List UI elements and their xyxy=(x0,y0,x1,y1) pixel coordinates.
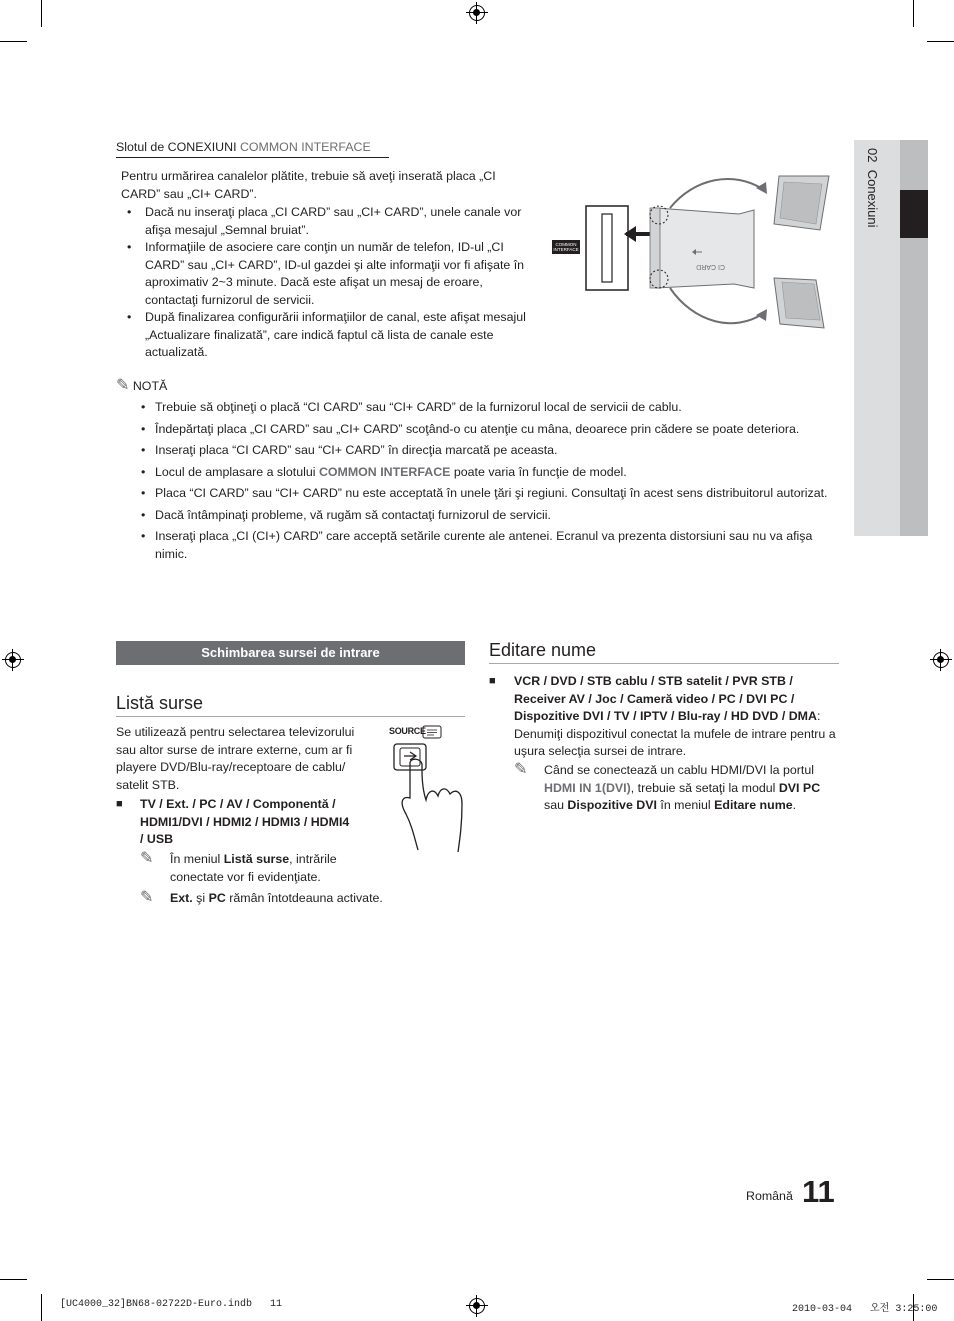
ci-intro: Pentru urmărirea canalelor plătite, trebuie să aveţi inserată placa „CI CARD” sau „CI+ CARD”. xyxy=(121,169,496,201)
crop-mark xyxy=(927,41,954,42)
square-bullet-icon: ■ xyxy=(489,675,496,687)
lista-surse-item: ■ TV / Ext. / PC / AV / Componentă / HDMI1/DVI / HDMI2 / HDMI3 / HDMI4 / USB xyxy=(116,797,350,846)
square-bullet-icon: ■ xyxy=(116,798,123,810)
section-rule xyxy=(116,716,465,717)
lista-surse-text: Se utilizează pentru selectarea televizorului sau altor surse de intrare externe, cum ar fi playere DVD/Blu-ray/receptoare de cablu/ satelit STB. xyxy=(116,725,355,792)
list-item: • Inseraţi placa “CI CARD” sau “CI+ CARD” în direcţia marcată pe aceasta. xyxy=(139,442,829,460)
list-item: • Inseraţi placa „CI (CI+) CARD” care acceptă setările curente ale antenei. Ecranul va prezenta distorsiuni sau nu va afişa nimic. xyxy=(139,528,829,563)
list-item: • După finalizarea configurării informaţiilor de canal, este afişat mesajul „Actualizare finalizată”, care indică faptul că lista de canale este actualizată. xyxy=(121,309,526,362)
lista-note-1: ✎ În meniul Listă surse, intrările conectate vor fi evidenţiate. xyxy=(140,850,337,884)
registration-mark-icon xyxy=(5,652,21,668)
hand-pressing-source-icon xyxy=(386,724,466,856)
crop-mark xyxy=(0,41,27,42)
registration-mark-icon xyxy=(469,1298,485,1314)
source-button-label: SOURCE xyxy=(389,726,426,736)
pencil-icon: ✎ xyxy=(140,889,154,906)
chapter-tab-band xyxy=(900,238,928,536)
lista-surse-title: Listă surse xyxy=(116,693,204,713)
print-date-slug: 2010-03-04 오전 3:25:00 xyxy=(792,1304,938,1315)
note-heading: ✎ NOTĂ xyxy=(116,377,168,394)
chapter-label xyxy=(865,148,880,228)
list-item: • Placa “CI CARD” sau “CI+ CARD” nu este acceptată în unele ţări şi regiuni. Consultaţi în acest sens distribuitorul autorizat. xyxy=(139,485,829,503)
crop-mark xyxy=(913,0,914,27)
chapter-title: Conexiuni xyxy=(865,169,880,228)
ci-card-diagram xyxy=(584,168,844,338)
chapter-tab-band xyxy=(900,140,928,190)
editare-nume-title: Editare nume xyxy=(489,640,597,660)
print-file-slug: [UC4000_32]BN68-02722D-Euro.indb 11 xyxy=(60,1299,283,1310)
pencil-icon: ✎ xyxy=(514,761,528,778)
list-item: • Trebuie să obţineţi o placă “CI CARD” sau “CI+ CARD” de la furnizorul local de servicii de cablu. xyxy=(139,399,829,417)
list-item: • Îndepărtaţi placa „CI CARD” sau „CI+ CARD” scoţând-o cu atenţie cu mâna, deoarece prin cădere se poate deteriora. xyxy=(139,421,829,439)
crop-mark xyxy=(0,1279,27,1280)
lista-note-2: ✎ Ext. şi PC rămân întotdeauna activate. xyxy=(140,889,383,906)
editare-nume-note: ✎ Când se conectează un cablu HDMI/DVI la portul HDMI IN 1(DVI), trebuie să setaţi la modul DVI PC sau Dispozitive DVI în meniul Editare nume. xyxy=(514,761,821,812)
ci-heading-underline xyxy=(116,157,389,158)
chapter-tab-marker xyxy=(900,190,928,238)
common-interface-label: COMMON INTERFACE xyxy=(553,242,579,252)
crop-mark xyxy=(927,1279,954,1280)
list-item: • Locul de amplasare a slotului COMMON INTERFACE poate varia în funcţie de model. xyxy=(139,464,829,482)
footer-language: Română xyxy=(746,1189,793,1203)
list-item: • Dacă nu inseraţi placa „CI CARD” sau „CI+ CARD”, unele canale vor afişa mesajul „Semnal bruiat”. xyxy=(121,204,526,239)
section-rule xyxy=(489,663,839,664)
list-item: • Informaţiile de asociere care conţin un număr de telefon, ID-ul „CI CARD” sau „CI+ CARD”, ID-ul gazdei şi alte informaţii vor fi afişate în aproximativ 2~3 minute. Dacă este afişat un mesaj de eroare, contactaţi furnizorul de servicii. xyxy=(121,239,526,309)
registration-mark-icon xyxy=(469,5,485,21)
ci-heading: Slotul de CONEXIUNI COMMON INTERFACE xyxy=(116,140,371,154)
page-number: 11 xyxy=(802,1174,835,1209)
section-banner: Schimbarea sursei de intrare xyxy=(116,641,465,665)
list-item: • Dacă întâmpinaţi probleme, vă rugăm să contactaţi furnizorul de servicii. xyxy=(139,507,829,525)
editare-nume-item: ■ VCR / DVD / STB cablu / STB satelit / PVR STB / Receiver AV / Joc / Cameră video / PC / DVI PC / Dispozitive DVI / TV / IPTV / Blu-ray / HD DVD / DMA: Denumiţi dispozitivul conectat la mufele de intrare pentru a uşura selecţia sursei de intrare. xyxy=(489,674,836,758)
pencil-icon: ✎ xyxy=(140,850,154,867)
note-list xyxy=(139,399,829,567)
svg-text:CI CARD: CI CARD xyxy=(696,263,725,270)
pencil-icon: ✎ xyxy=(116,377,130,394)
crop-mark xyxy=(41,1294,42,1321)
chapter-number: 02 xyxy=(865,148,880,163)
registration-mark-icon xyxy=(933,652,949,668)
ci-bullet-list xyxy=(121,204,526,362)
crop-mark xyxy=(41,0,42,27)
